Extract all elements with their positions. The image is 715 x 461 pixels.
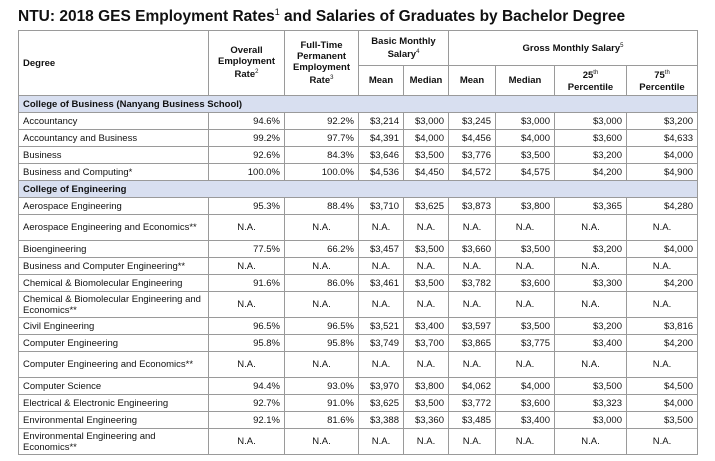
overall-rate-cell: 99.2% [209,130,285,147]
p75-cell: $3,816 [627,318,698,335]
p25-cell: $3,323 [555,395,627,412]
gross-mean-cell: $3,776 [449,147,496,164]
fulltime-rate-cell: N.A. [285,215,359,241]
p75-cell: N.A. [627,258,698,275]
fulltime-rate-cell: 96.5% [285,318,359,335]
gross-mean-cell: $4,062 [449,378,496,395]
overall-rate-cell: 92.6% [209,147,285,164]
gross-median-cell: $3,500 [496,318,555,335]
table-row [19,198,698,215]
gross-mean-cell: $3,873 [449,198,496,215]
table-row [19,113,698,130]
fulltime-rate-cell: 81.6% [285,412,359,429]
title-rest: and Salaries of Graduates by Bachelor Degree [279,8,626,26]
p25-cell: N.A. [555,429,627,455]
table-row [19,258,698,275]
gross-median-cell: $3,000 [496,113,555,130]
degree-cell: Business and Computing* [19,164,209,181]
gross-median-cell: $4,000 [496,130,555,147]
p75-cell: $4,000 [627,147,698,164]
p75-cell: $4,000 [627,395,698,412]
basic-mean-cell: N.A. [359,429,404,455]
basic-median-cell: $3,800 [404,378,449,395]
gross-mean-cell: $4,456 [449,130,496,147]
table-row [19,352,698,378]
table-row [19,275,698,292]
overall-rate-cell: 100.0% [209,164,285,181]
header-fulltime-rate: Full-Time Permanent Employment Rate$^3$ [285,31,359,96]
basic-median-cell: N.A. [404,215,449,241]
gross-median-cell: $3,400 [496,412,555,429]
basic-mean-cell: $3,521 [359,318,404,335]
gross-median-cell: N.A. [496,352,555,378]
p25-cell: $3,600 [555,130,627,147]
basic-mean-cell: N.A. [359,352,404,378]
degree-cell: Computer Engineering [19,335,209,352]
fulltime-rate-cell: 100.0% [285,164,359,181]
p25-cell: $3,000 [555,412,627,429]
p75-cell: $4,500 [627,378,698,395]
p75-cell: $3,500 [627,412,698,429]
fulltime-rate-cell: 93.0% [285,378,359,395]
gross-mean-cell: N.A. [449,429,496,455]
section-header-row [19,96,698,113]
header-gross-salary: Gross Monthly Salary$^5$ [449,31,698,66]
p75-cell: $4,900 [627,164,698,181]
basic-median-cell: N.A. [404,258,449,275]
gross-mean-cell: $3,245 [449,113,496,130]
header-basic-salary: Basic Monthly Salary$^4$ [359,31,449,66]
section-header-row [19,181,698,198]
table-row [19,335,698,352]
overall-rate-cell: 92.1% [209,412,285,429]
gross-median-cell: $3,775 [496,335,555,352]
overall-rate-cell: N.A. [209,215,285,241]
gross-mean-cell: $3,772 [449,395,496,412]
p25-cell: N.A. [555,352,627,378]
gross-median-cell: $3,600 [496,395,555,412]
basic-median-cell: $3,500 [404,241,449,258]
fulltime-rate-cell: N.A. [285,258,359,275]
basic-mean-cell: $3,625 [359,395,404,412]
gross-median-cell: $3,800 [496,198,555,215]
section-name: College of Business (Nanyang Business School) [19,96,698,113]
table-row [19,412,698,429]
gross-median-cell: N.A. [496,258,555,275]
p25-cell: $4,200 [555,164,627,181]
gross-mean-cell: $3,485 [449,412,496,429]
p75-cell: $4,633 [627,130,698,147]
basic-mean-cell: N.A. [359,292,404,318]
degree-cell: Accountancy and Business [19,130,209,147]
overall-rate-cell: 77.5% [209,241,285,258]
basic-mean-cell: $3,970 [359,378,404,395]
p25-cell: N.A. [555,292,627,318]
header-75th-percentile: 75th Percentile [627,66,698,96]
degree-cell: Chemical & Biomolecular Engineering [19,275,209,292]
overall-rate-cell: N.A. [209,258,285,275]
overall-rate-cell: 92.7% [209,395,285,412]
header-basic-median: Median [404,66,449,96]
gross-median-cell: N.A. [496,292,555,318]
basic-mean-cell: $4,536 [359,164,404,181]
p75-cell: $4,200 [627,275,698,292]
header-degree: Degree [19,31,209,96]
header-gross-median: Median [496,66,555,96]
table-row [19,147,698,164]
basic-median-cell: N.A. [404,292,449,318]
fulltime-rate-cell: N.A. [285,292,359,318]
gross-median-cell: $3,500 [496,147,555,164]
header-25th-percentile: 25th Percentile [555,66,627,96]
table-body [19,96,698,455]
employment-table [18,30,698,455]
p25-cell: $3,400 [555,335,627,352]
fulltime-rate-cell: N.A. [285,429,359,455]
page-title [18,7,625,26]
p25-cell: $3,300 [555,275,627,292]
p25-cell: $3,000 [555,113,627,130]
gross-mean-cell: N.A. [449,258,496,275]
header-basic-mean: Mean [359,66,404,96]
fulltime-rate-cell: 95.8% [285,335,359,352]
overall-rate-cell: N.A. [209,352,285,378]
gross-median-cell: $3,600 [496,275,555,292]
overall-rate-cell: 95.3% [209,198,285,215]
p75-cell: $4,280 [627,198,698,215]
gross-mean-cell: $3,597 [449,318,496,335]
degree-cell: Computer Engineering and Economics** [19,352,209,378]
header-overall-rate: Overall Employment Rate$^2$ [209,31,285,96]
gross-median-cell: $3,500 [496,241,555,258]
basic-median-cell: $3,000 [404,113,449,130]
table-row [19,378,698,395]
gross-mean-cell: N.A. [449,352,496,378]
basic-mean-cell: $3,388 [359,412,404,429]
fulltime-rate-cell: 92.2% [285,113,359,130]
section-name: College of Engineering [19,181,698,198]
degree-cell: Business [19,147,209,164]
p75-cell: $4,000 [627,241,698,258]
p25-cell: N.A. [555,215,627,241]
basic-mean-cell: $3,749 [359,335,404,352]
overall-rate-cell: 91.6% [209,275,285,292]
basic-mean-cell: $3,457 [359,241,404,258]
degree-cell: Electrical & Electronic Engineering [19,395,209,412]
basic-mean-cell: $4,391 [359,130,404,147]
p25-cell: N.A. [555,258,627,275]
gross-mean-cell: N.A. [449,215,496,241]
fulltime-rate-cell: 97.7% [285,130,359,147]
basic-median-cell: N.A. [404,429,449,455]
p75-cell: N.A. [627,352,698,378]
degree-cell: Environmental Engineering and Economics** [19,429,209,455]
table-row [19,429,698,455]
gross-median-cell: N.A. [496,215,555,241]
basic-median-cell: $3,700 [404,335,449,352]
basic-median-cell: $3,360 [404,412,449,429]
table-row [19,292,698,318]
basic-mean-cell: N.A. [359,258,404,275]
degree-cell: Accountancy [19,113,209,130]
title-text: NTU: 2018 GES Employment Rates [18,8,275,26]
title-footnote: 1 [274,7,280,17]
basic-median-cell: $4,450 [404,164,449,181]
degree-cell: Civil Engineering [19,318,209,335]
fulltime-rate-cell: 86.0% [285,275,359,292]
degree-cell: Business and Computer Engineering** [19,258,209,275]
overall-rate-cell: N.A. [209,292,285,318]
basic-median-cell: $3,500 [404,147,449,164]
gross-mean-cell: $3,782 [449,275,496,292]
basic-mean-cell: $3,461 [359,275,404,292]
fulltime-rate-cell: 91.0% [285,395,359,412]
fulltime-rate-cell: 84.3% [285,147,359,164]
gross-mean-cell: $3,865 [449,335,496,352]
basic-mean-cell: $3,710 [359,198,404,215]
gross-median-cell: N.A. [496,429,555,455]
p25-cell: $3,500 [555,378,627,395]
fulltime-rate-cell: 88.4% [285,198,359,215]
basic-median-cell: $3,500 [404,395,449,412]
basic-median-cell: N.A. [404,352,449,378]
gross-mean-cell: $3,660 [449,241,496,258]
gross-median-cell: $4,575 [496,164,555,181]
overall-rate-cell: N.A. [209,429,285,455]
overall-rate-cell: 94.4% [209,378,285,395]
p75-cell: $4,200 [627,335,698,352]
header-gross-mean: Mean [449,66,496,96]
degree-cell: Environmental Engineering [19,412,209,429]
fulltime-rate-cell: N.A. [285,352,359,378]
p25-cell: $3,200 [555,147,627,164]
p25-cell: $3,365 [555,198,627,215]
table-row [19,318,698,335]
table-header [19,31,698,96]
overall-rate-cell: 95.8% [209,335,285,352]
basic-median-cell: $4,000 [404,130,449,147]
degree-cell: Chemical & Biomolecular Engineering and Economics** [19,292,209,318]
gross-median-cell: $4,000 [496,378,555,395]
gross-mean-cell: $4,572 [449,164,496,181]
table-row [19,215,698,241]
basic-mean-cell: N.A. [359,215,404,241]
basic-median-cell: $3,400 [404,318,449,335]
gross-mean-cell: N.A. [449,292,496,318]
degree-cell: Aerospace Engineering and Economics** [19,215,209,241]
degree-cell: Aerospace Engineering [19,198,209,215]
basic-mean-cell: $3,646 [359,147,404,164]
fulltime-rate-cell: 66.2% [285,241,359,258]
table-row [19,241,698,258]
p75-cell: $3,200 [627,113,698,130]
basic-median-cell: $3,500 [404,275,449,292]
degree-cell: Bioengineering [19,241,209,258]
degree-cell: Computer Science [19,378,209,395]
basic-median-cell: $3,625 [404,198,449,215]
table-row [19,130,698,147]
table-row [19,395,698,412]
overall-rate-cell: 94.6% [209,113,285,130]
p75-cell: N.A. [627,215,698,241]
table-row [19,164,698,181]
p25-cell: $3,200 [555,241,627,258]
overall-rate-cell: 96.5% [209,318,285,335]
basic-mean-cell: $3,214 [359,113,404,130]
p75-cell: N.A. [627,292,698,318]
p25-cell: $3,200 [555,318,627,335]
p75-cell: N.A. [627,429,698,455]
